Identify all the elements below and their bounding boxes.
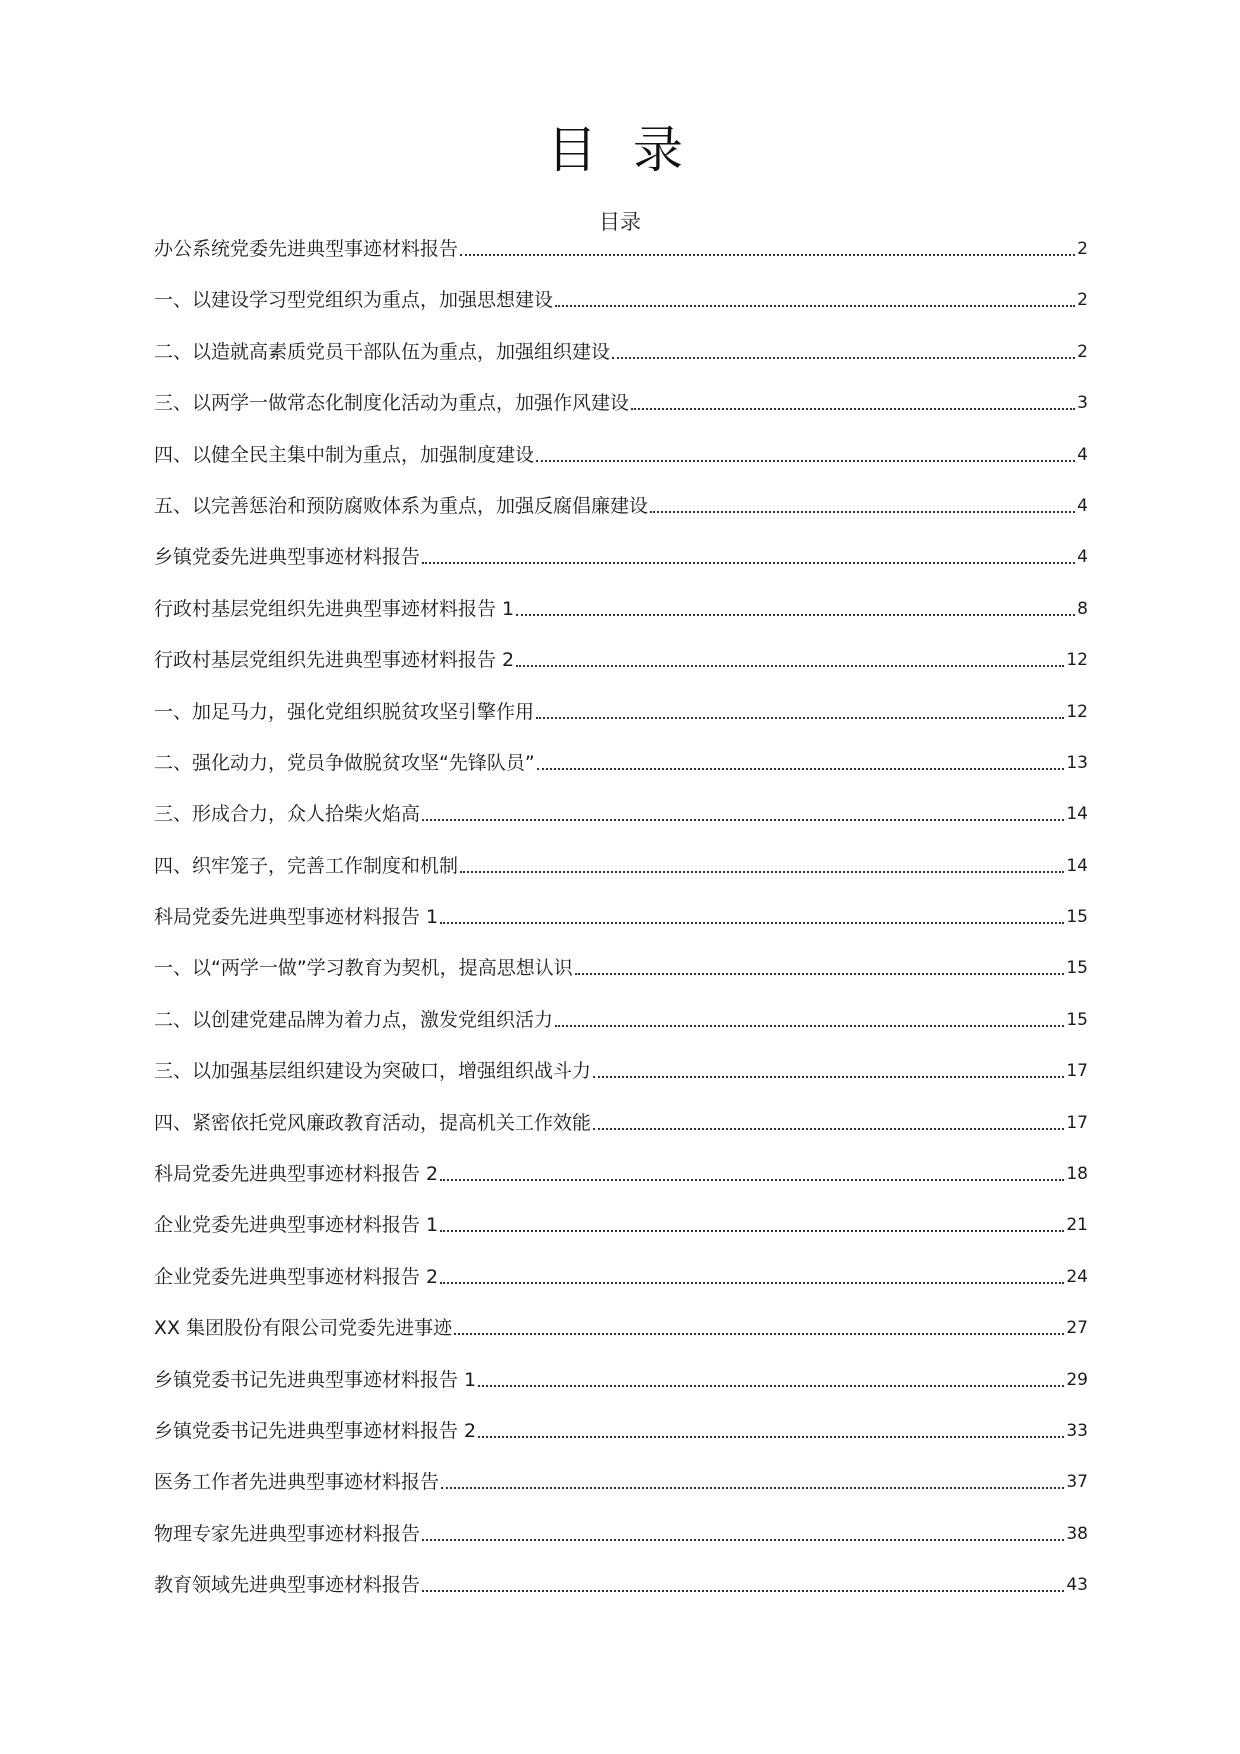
toc-entry-title: 企业党委先进典型事迹材料报告 1 — [154, 1214, 439, 1237]
toc-entry[interactable] — [154, 262, 1088, 313]
toc-entry[interactable] — [154, 879, 1088, 930]
toc-entry[interactable] — [154, 981, 1088, 1032]
toc-page-number: 13 — [1066, 752, 1088, 773]
toc-entry[interactable] — [154, 468, 1088, 519]
toc-page-number: 15 — [1066, 907, 1088, 928]
toc-page-number: 14 — [1066, 804, 1088, 825]
toc-entry-title: 乡镇党委先进典型事迹材料报告 — [154, 546, 421, 569]
toc-entry-title: 科局党委先进典型事迹材料报告 2 — [154, 1163, 439, 1186]
toc-dot-leader — [440, 1179, 1064, 1181]
toc-dot-leader — [631, 408, 1075, 410]
toc-page-number: 17 — [1066, 1112, 1088, 1133]
toc-entry-title: 五、以完善惩治和预防腐败体系为重点，加强反腐倡廉建设 — [154, 494, 649, 517]
toc-page-number: 2 — [1077, 239, 1088, 259]
toc-entry-title: 三、以两学一做常态化制度化活动为重点，加强作风建设 — [154, 392, 630, 415]
toc-dot-leader — [536, 717, 1064, 719]
toc-entry[interactable] — [154, 1547, 1088, 1598]
toc-dot-leader — [478, 1436, 1064, 1438]
table-of-contents — [154, 233, 1088, 1598]
toc-entry-title: 二、强化动力，党员争做脱贫攻坚“先锋队员” — [154, 751, 535, 774]
toc-dot-leader — [422, 819, 1064, 821]
toc-entry[interactable] — [154, 1290, 1088, 1341]
toc-entry-title: 医务工作者先进典型事迹材料报告 — [154, 1471, 440, 1494]
toc-entry-title: 行政村基层党组织先进典型事迹材料报告 1 — [154, 597, 515, 620]
toc-entry-title: 行政村基层党组织先进典型事迹材料报告 2 — [154, 649, 515, 672]
toc-entry-title: 乡镇党委书记先进典型事迹材料报告 1 — [154, 1368, 477, 1391]
toc-entry[interactable] — [154, 1084, 1088, 1135]
toc-page-number: 4 — [1077, 444, 1088, 465]
toc-entry-title: 乡镇党委书记先进典型事迹材料报告 2 — [154, 1419, 477, 1442]
toc-page-number: 2 — [1077, 341, 1088, 362]
toc-heading: 目录 — [599, 210, 641, 234]
toc-dot-leader — [575, 973, 1065, 975]
toc-dot-leader — [440, 922, 1064, 924]
toc-dot-leader — [612, 357, 1075, 359]
toc-page-number: 12 — [1066, 701, 1088, 722]
toc-entry-title: 物理专家先进典型事迹材料报告 — [154, 1522, 421, 1545]
toc-entry-title: 四、以健全民主集中制为重点，加强制度建设 — [154, 443, 535, 466]
toc-entry-title: 四、织牢笼子，完善工作制度和机制 — [154, 854, 459, 877]
toc-page-number: 15 — [1066, 1009, 1088, 1030]
toc-dot-leader — [593, 1128, 1064, 1130]
toc-entry[interactable] — [154, 1033, 1088, 1084]
toc-dot-leader — [460, 871, 1064, 873]
toc-entry-title: XX 集团股份有限公司党委先进事迹 — [154, 1317, 453, 1340]
toc-entry[interactable] — [154, 1187, 1088, 1238]
toc-page-number: 4 — [1077, 495, 1088, 516]
toc-entry[interactable] — [154, 1444, 1088, 1495]
toc-dot-leader — [536, 460, 1075, 462]
toc-entry-title: 一、加足马力，强化党组织脱贫攻坚引擎作用 — [154, 700, 535, 723]
toc-page-number: 8 — [1077, 598, 1088, 619]
toc-page-number: 27 — [1066, 1318, 1088, 1339]
toc-entry[interactable] — [154, 519, 1088, 570]
toc-dot-leader — [454, 1333, 1064, 1335]
toc-page-number: 21 — [1066, 1215, 1088, 1236]
toc-dot-leader — [422, 1539, 1064, 1541]
toc-entry-title: 三、以加强基层组织建设为突破口，增强组织战斗力 — [154, 1060, 592, 1083]
toc-dot-leader — [537, 768, 1065, 770]
toc-page-number: 15 — [1066, 958, 1088, 979]
toc-entry[interactable] — [154, 1136, 1088, 1187]
toc-entry[interactable] — [154, 570, 1088, 621]
toc-page-number: 14 — [1066, 855, 1088, 876]
toc-dot-leader — [422, 1590, 1064, 1592]
toc-entry[interactable] — [154, 673, 1088, 724]
toc-page-number: 12 — [1066, 650, 1088, 671]
toc-entry-title: 科局党委先进典型事迹材料报告 1 — [154, 906, 439, 929]
toc-entry-title: 一、以“两学一做”学习教育为契机，提高思想认识 — [154, 957, 573, 980]
toc-dot-leader — [650, 511, 1075, 513]
toc-page-number: 38 — [1066, 1523, 1088, 1544]
toc-dot-leader — [516, 665, 1064, 667]
toc-page-number: 3 — [1077, 393, 1088, 414]
toc-dot-leader — [478, 1385, 1064, 1387]
toc-dot-leader — [516, 614, 1075, 616]
toc-page-number: 2 — [1077, 290, 1088, 311]
toc-entry-title: 四、紧密依托党风廉政教育活动，提高机关工作效能 — [154, 1111, 592, 1134]
toc-entry[interactable] — [154, 776, 1088, 827]
toc-dot-leader — [441, 1487, 1064, 1489]
toc-dot-leader — [440, 1230, 1064, 1232]
toc-entry[interactable] — [154, 313, 1088, 364]
toc-dot-leader — [593, 1076, 1064, 1078]
toc-page-number: 4 — [1077, 547, 1088, 568]
toc-page-number: 37 — [1066, 1472, 1088, 1493]
toc-entry[interactable] — [154, 1393, 1088, 1444]
toc-entry-title: 教育领域先进典型事迹材料报告 — [154, 1574, 421, 1597]
toc-entry-title: 三、形成合力，众人拾柴火焰高 — [154, 803, 421, 826]
toc-entry[interactable] — [154, 827, 1088, 878]
toc-entry-title: 办公系统党委先进典型事迹材料报告 — [154, 238, 459, 260]
toc-page-number: 18 — [1066, 1164, 1088, 1185]
toc-dot-leader — [555, 1025, 1064, 1027]
toc-entry[interactable] — [154, 416, 1088, 467]
toc-entry[interactable] — [154, 233, 1088, 262]
toc-page-number: 17 — [1066, 1061, 1088, 1082]
toc-entry[interactable] — [154, 725, 1088, 776]
toc-dot-leader — [440, 1282, 1064, 1284]
page-title: 目 录 — [547, 121, 693, 179]
toc-entry[interactable] — [154, 622, 1088, 673]
toc-page-number: 33 — [1066, 1420, 1088, 1441]
toc-page-number: 24 — [1066, 1266, 1088, 1287]
toc-page-number: 43 — [1066, 1575, 1088, 1596]
toc-dot-leader — [422, 562, 1075, 564]
toc-entry-title: 二、以造就高素质党员干部队伍为重点，加强组织建设 — [154, 340, 611, 363]
toc-dot-leader — [460, 254, 1075, 256]
toc-page-number: 29 — [1066, 1369, 1088, 1390]
toc-entry-title: 一、以建设学习型党组织为重点，加强思想建设 — [154, 289, 554, 312]
toc-dot-leader — [555, 305, 1075, 307]
toc-entry[interactable] — [154, 1495, 1088, 1546]
toc-entry[interactable] — [154, 1238, 1088, 1289]
toc-entry[interactable] — [154, 365, 1088, 416]
toc-entry[interactable] — [154, 1341, 1088, 1392]
toc-entry[interactable] — [154, 930, 1088, 981]
toc-entry-title: 企业党委先进典型事迹材料报告 2 — [154, 1265, 439, 1288]
toc-entry-title: 二、以创建党建品牌为着力点，激发党组织活力 — [154, 1008, 554, 1031]
